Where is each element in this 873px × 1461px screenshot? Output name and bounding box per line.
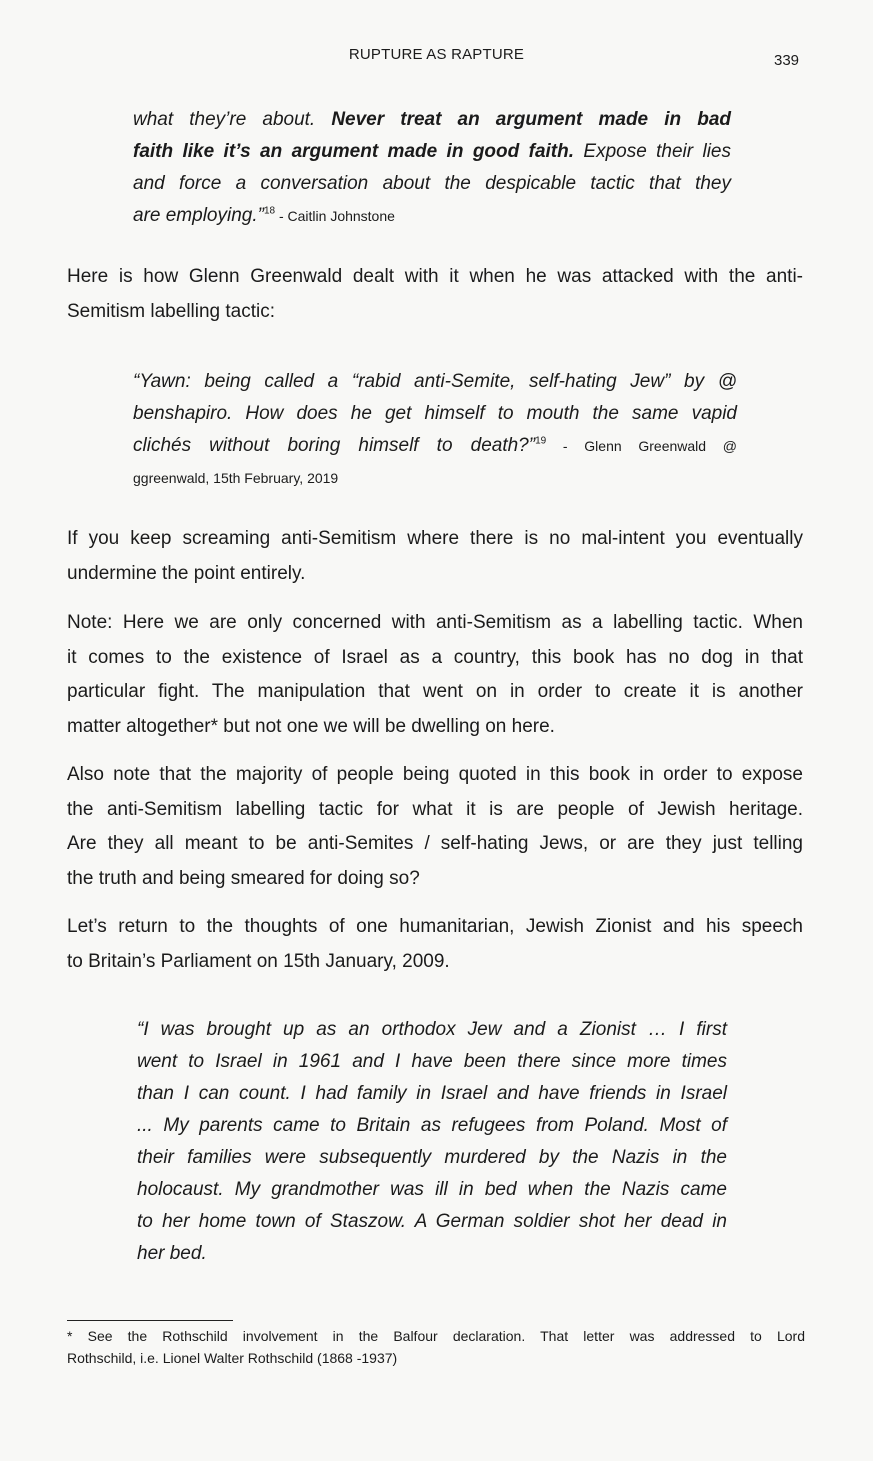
attribution: - Glenn Greenwald @ (546, 438, 737, 454)
text-line (137, 1174, 727, 1206)
text-line (133, 168, 731, 200)
text-line (133, 200, 731, 232)
text-run: Semitism labelling tactic: (67, 300, 276, 322)
text-line (67, 793, 803, 828)
text-run: holocaust. My grandmother was ill in bed when the Nazis came (137, 1179, 727, 1200)
text-line (67, 862, 803, 897)
text-run: Rothschild, i.e. Lionel Walter Rothschild (1868 -1937) (67, 1350, 398, 1366)
text-line (67, 758, 803, 793)
text-run: the anti-Semitism labelling tactic for what it is are people of Jewish heritage. (67, 798, 803, 820)
text-run: Also note that the majority of people being quoted in this book in order to expose (67, 764, 803, 785)
text-run: undermine the point entirely. (67, 562, 306, 584)
text-line (137, 1014, 727, 1046)
text-line (67, 675, 803, 710)
text-run: Never treat an argument made in bad (331, 109, 731, 130)
text-line (133, 136, 731, 168)
text-line (137, 1142, 727, 1174)
text-run: the truth and being smeared for doing so? (67, 867, 420, 889)
text-run: Are they all meant to be anti-Semites / self-hating Jews, or are they just telling (67, 833, 803, 854)
text-run: Let’s return to the thoughts of one humanitarian, Jewish Zionist and his speech (67, 916, 803, 937)
text-line (67, 1347, 805, 1369)
text-line (133, 104, 731, 136)
footnote (67, 1325, 805, 1369)
body-paragraph (67, 260, 803, 329)
text-run: Note: Here we are only concerned with anti-Semitism as a labelling tactic. When (67, 612, 803, 633)
text-line (137, 1110, 727, 1142)
text-run: what they’re about. (133, 109, 332, 130)
text-line (137, 1078, 727, 1110)
block-quote (133, 366, 737, 494)
text-line (137, 1206, 727, 1238)
text-line (67, 910, 803, 945)
text-run: it comes to the existence of Israel as a country, this book has no dog in that (67, 646, 803, 668)
attribution: ggreenwald, 15th February, 2019 (133, 470, 339, 486)
text-run: Here is how Glenn Greenwald dealt with it when he was attacked with the anti- (67, 266, 803, 287)
body-paragraph (67, 606, 803, 744)
text-run: to her home town of Staszow. A German soldier shot her dead in (137, 1211, 727, 1232)
text-run: went to Israel in 1961 and I have been there since more times (137, 1051, 727, 1072)
footnote-reference: 18 (263, 205, 276, 217)
text-line (137, 1238, 727, 1270)
page-number: 339 (774, 52, 800, 69)
text-line (133, 366, 737, 398)
text-line (67, 945, 803, 980)
footnote-divider (67, 1320, 233, 1321)
footnote-reference: 19 (535, 435, 547, 447)
text-run: If you keep screaming anti-Semitism where there is no mal-intent you eventually (67, 528, 803, 549)
text-run: faith like it’s an argument made in good faith. (133, 141, 575, 162)
text-run: her bed. (137, 1243, 207, 1264)
text-line (67, 557, 803, 592)
body-paragraph (67, 910, 803, 979)
attribution: - Caitlin Johnstone (275, 208, 395, 224)
text-line (67, 260, 803, 295)
text-run: clichés without boring himself to death?” (133, 435, 536, 456)
text-run: than I can count. I had family in Israel and have friends in Israel (137, 1083, 727, 1104)
text-run: ... My parents came to Britain as refugees from Poland. Most of (137, 1115, 727, 1136)
text-line (133, 430, 737, 462)
text-line (67, 295, 803, 330)
text-line (137, 1046, 727, 1078)
text-run: * See the Rothschild involvement in the Balfour declaration. That letter was addressed to Lord (67, 1328, 805, 1344)
text-line (133, 462, 737, 494)
body-paragraph (67, 522, 803, 591)
text-run: their families were subsequently murdered by the Nazis in the (137, 1147, 727, 1168)
text-run: matter altogether* but not one we will be dwelling on here. (67, 715, 555, 737)
text-line (67, 641, 803, 676)
text-line (67, 522, 803, 557)
block-quote (137, 1014, 727, 1270)
text-line (67, 827, 803, 862)
text-line (67, 1325, 805, 1347)
text-run: particular fight. The manipulation that went on in order to create it is another (67, 681, 803, 702)
text-line (67, 710, 803, 745)
block-quote (133, 104, 731, 232)
text-line (133, 398, 737, 430)
text-run: benshapiro. How does he get himself to mouth the same vapid (133, 403, 737, 424)
body-paragraph (67, 758, 803, 896)
text-run: to Britain’s Parliament on 15th January, 2009. (67, 950, 450, 972)
running-header: RUPTURE AS RAPTURE (348, 46, 525, 63)
text-run: and force a conversation about the despicable tactic that they (133, 173, 731, 194)
text-run: are employing.” (133, 205, 264, 226)
text-line (67, 606, 803, 641)
text-run: Expose their lies (574, 141, 731, 162)
text-run: “Yawn: being called a “rabid anti-Semite, self-hating Jew” by @ (133, 371, 737, 392)
text-run: “I was brought up as an orthodox Jew and a Zionist … I first (137, 1019, 727, 1040)
